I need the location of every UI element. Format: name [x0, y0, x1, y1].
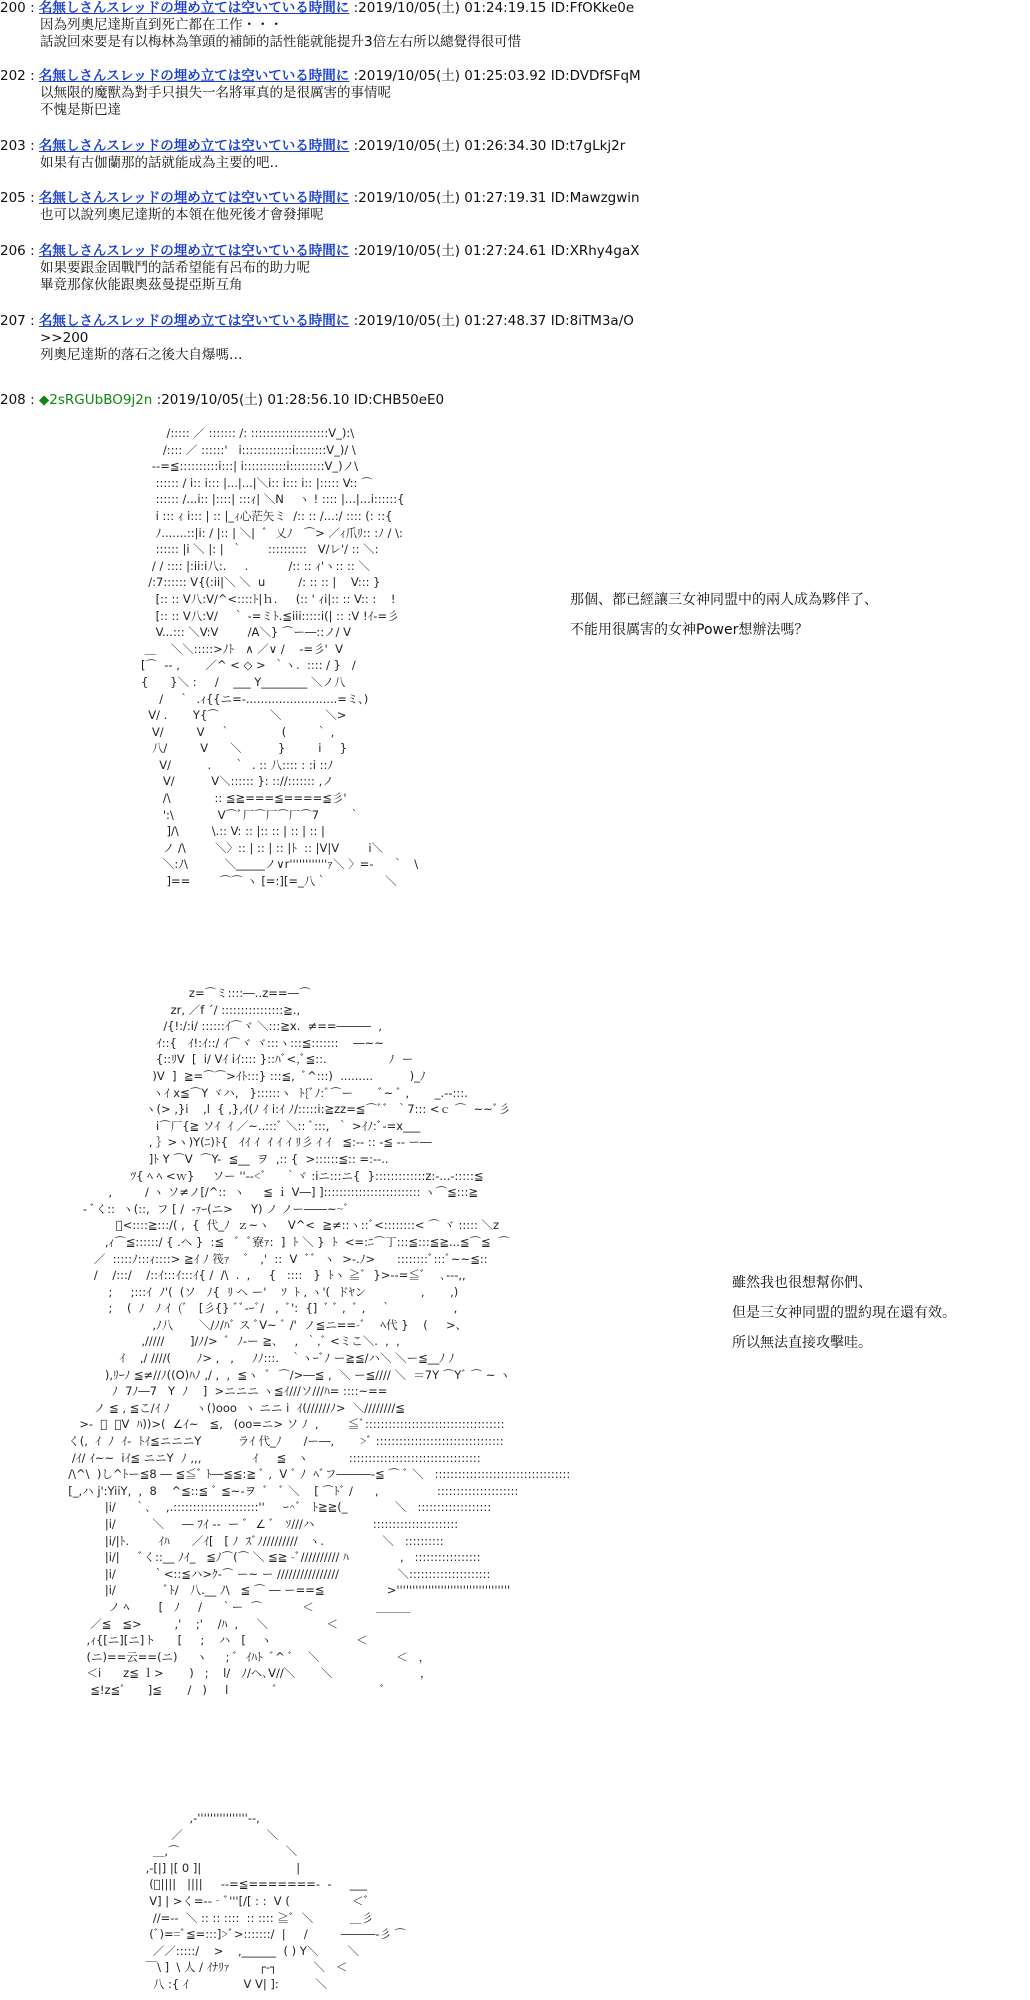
post-id: ID:FfOKke0e — [550, 0, 635, 16]
post-date: 2019/10/05(土) 01:24:19.15 — [358, 0, 547, 16]
post-date: 2019/10/05(土) 01:25:03.92 — [358, 68, 547, 84]
post-date: 2019/10/05(土) 01:26:34.30 — [358, 138, 547, 154]
post-body-line: 畢竟那傢伙能跟奧茲曼提亞斯互角 — [40, 277, 243, 293]
post-number: 203 — [0, 138, 26, 154]
post-number: 205 — [0, 190, 26, 206]
ascii-art-goddess: z=⌒ミ::::―‥z==―⌒ zr, ／f ´/ ::::::::::::::::≧., /{!:/:i/ ::::::ｲ⌒ヾ ＼:::≧x. ≠==――― , ｲ::{ ｲ!:ｲ::/ ｲ⌒ヾ ヾ:::ヽ:::≦::::::: ―~~ {::ﾘV [ i/ Vｲ iｲ:::: }::ﾊﾞ<,ﾞ≦::. ﾉ ー )V ] ≧=⌒⌒>ｲﾄ:::} :::≦, ﾞ^:::) ......... )_ﾉ ヽｲ x≦⌒Y ヾハ, }::::::ヽ ﾄ{ﾞﾉ:ﾞ⌒ー ﾞ~ ﾞ , _.--:::. ヽ(> ,}i ,l { ,},ｲ(ﾉ ｲ i:ｲ ﾉ/:::::i:≧zz=≦⌒ﾞﾞ ｀7::: <ｃ ⌒ ~~ﾞ彡 i⌒厂{≧ ソｲ ｲ ／~..:::ﾞ ＼:: ﾞ:::, ｀ >ｲﾉ:ﾞ-=x___ , ｝>ヽ)Y(ﾆ)ﾄ{ ｲｲ ｲ ｲ ｲ ｲ ﾘ彡 ｲ ｲ ≦:-- :: -≦ -- ー― ]ﾄ Y ⌒V ⌒Y- ≦__ ヲ ,:: { >::::::≦:: =:--.. ﾂ{ ﾍ ﾍ <ｗ} ソー ''--<ﾞ ｀ヾ :iニ:::ニ{ }:::::::::::::z:-...-:::::≦ , / ヽ ソ≠ノ[/^:: ヽ ≦ ｉ V―] ]::::::::::::::::::::::::: ヽ⌒≦:::≧ - ﾞく:: ヽ(::, フ [ / -ｧｰ(ニ> Y) ノ ノー――~~ﾞ ﾞ<::::≧:::/( , { 代_ﾉ ｚ~ヽ V^< ≧≠::ヽ::ﾞ<::::::::< ⌒ ヾ ::::: ＼z ,ｨ⌒≦::::::/ { .へ } :≦ ﾞ ﾞ寮ｧ: ] ﾄ ＼ } ﾄ <=:ﾆ⌒丁:::≦:::≦≧...≦⌒≦ ⌒ ／ :::::ﾉ:::ｨ::::> ≧ｲ ﾉ 筏ｧ ﾞ ,' :: V ﾞﾞ ヽ >-.ﾉ> ::::::::ﾞ:::ﾞ~~≦:: / /:::/ /::ｲ:::ｲ:::ｲ{ / /\ . , { :::: } ﾄヽ ≧ﾞ }>--=≦ﾞ ､---,, ; ;:::ｲ ﾉ'( (ソ ﾉ{ ﾘ ヘ ー' ｿ ﾄ , ヽ'( ドﾔン , ,) ; ( ﾉ ﾉ ｲ (ﾞ [彡{} ﾞﾞ-ｰﾞ/ , ﾞ': {] ﾞ ﾞ , ﾞ , ｀ , ,ﾉ八 ＼/ﾉ/ﾊﾞ ス ﾞV~ ﾞ /' ノ≦ニ==-ﾞ ﾍ代 } ( >、 ,///// ]/ﾉ/> ﾞ ﾉ-ー ≧、 , ｀,ﾞ <ミこ＼. , , ｲ ,/ ////( ﾉ> , , ﾉﾉ:::. ｀ヽｰﾞﾉ ー≧≦/ハ＼ ＼ー≦__ﾉ ﾉ ),ﾘｰﾉ ≦≠//ﾉ((O)ﾊﾉ ,/ , , ≦ヽ ﾞ ⌒/>―≦ , ＼ ー≦//// ＼ ＝7Y ⌒Yﾞ ⌒ ~ ヽ ﾉ 7ﾉ―7 Y ﾉ ] >ニニニ ヽ≦ｲ///ソ///ﾊ= ::::~== ノ ≦ , ≦こ/ｲ ﾉ ヽ()ooo ヽ ニニ i ｲ(//////ﾉ> ＼////////≦ >- ﾞ ⌒V ﾊ))>( ∠ｲ~ ≦, (oo=ニ> ソ ﾉ , ≦ﾞ:::::::::::::::::::::::::::::::::::: く(, ｲ ﾉ ｲ- ﾄｲ≦ニニニY ラｲ 代_ﾉ /ー―, >ﾞ ::::::::::::::::::::::::::::::::: /ｲ/ ｲ~~ iｲ≦ ニニY ﾉ ,,, ｲ ≦ ヽ :::::::::::::::::::::::::::::::::: /\^\ )し^ﾄー≦8 ― ≦≦ﾞ ﾄ―≦≦:≧ ﾞ , V ﾞ ﾉ ﾍﾞフ―――-≦ ⌒ ﾞ ＼ ::::::::::::::::::::::::::::::::::: [_,ハ j':YiiY, , 8 ^≦::≦ ﾞ ≦~-ヲ ﾞ ﾞ ＼ [ ⌒ﾄﾞ / , ::::::::::::::::::::: |i/ ｀､ ,.::::::::::::::::::::::'' ｰ^ﾞ ﾄ≧≧(_ ＼ ::::::::::::::::::: |i/ ＼ ― ﾌｲ -- ー ﾞ ∠ ﾞ ｿ///ハ :::::::::::::::::::::: |i/|ﾄ. ｲﾊ ／ｲ[ [ ﾉ ｽﾞﾉ///////// ヽ. ＼ :::::::::: |i/| ﾞく::__ ﾉｲ_ ≦ﾉ⌒(⌒ ＼ ≦≧ -ﾞ////////// ﾊ , ::::::::::::::::: |i/ ｀<::≦ハ>ｸ-⌒ ー~ ー //////////////// ＼::::::::::::::::::::: |i/ ﾞﾄ/ 八.__ ﾉ\ ≦ ⌒ ― ー==≦ >'''''''''''''''''''''''''''''''''''' ノ ﾍ [ ﾉ / ｀ー ⌒ ＜ ＿＿＿ ／≦ ≦> ,' ;' /ﾊ , ＼ ＜ ,ｨ{[ニ][ニ]ト [ ; ハ [ ヽ ＜ (ニ)==云==(ニ) ヽ ; ﾞ ｲﾊﾄ ﾞ^ ﾞ ＼ ＜ ， ＜i z≦ ｌ> ) ; l/ ﾉ/へ､V//＼ ＼ ， ≦!z≦ﾞ ]≦ / ) l ﾞ ﾞ — [68, 986, 571, 1697]
post-date: 2019/10/05(土) 01:27:48.37 — [358, 313, 547, 329]
post-body-line: 話說回來要是有以梅林為筆頭的補師的話性能就能提升3倍左右所以總覺得很可惜 — [40, 34, 522, 50]
poster-name-link[interactable]: 名無しさんスレッドの埋め立ては空いている時間に — [38, 243, 350, 259]
ascii-art-figure: ,-''''''''''''''''--, ／ ＼ ＿,⌒ ＼ ,‐[|] |[ 0 ]| | (ﾞ|||| |||| --=≦=======- - ___ V] | >く=--‐ﾞ'''[/[ : : V ( ＜ﾞ //=-- ＼ :: :: :::: :: :::: ≧ﾞ ＼ ＿彡 (ﾞ)==ﾞ≦=:::]>ﾞ>:::::::/ | / ―――-彡 ⌒ ／／:::::/ > ,______ ( ) Y＼ ＼ ￣\ ] \ 人 / ｲﾅﾘｧ ┌-┐ ＼ ＜ 八 :{ ｲ V V| ]: ＼ — [145, 1811, 406, 1991]
post-body-line: 如果要跟金固戰鬥的話希望能有呂布的助力呢 — [40, 260, 310, 276]
post-body-line[interactable]: >>200 — [40, 330, 89, 346]
post-date: 2019/10/05(土) 01:27:19.31 — [358, 190, 547, 206]
post-200: 200 : 名無しさんスレッドの埋め立ては空いている時間に :2019/10/05(土) 01:24:19.15 ID:FfOKke0e 因為列奧尼達斯直到死亡都在工作・・・ 話說回來要是有以梅林為筆頭的補師的話性能就能提升3倍左右所以總覺得很可惜 — [0, 0, 1030, 51]
post-207: 207 : 名無しさんスレッドの埋め立ては空いている時間に :2019/10/05(土) 01:27:48.37 ID:8iTM3a/O >>200 列奧尼達斯的落石之後大自爆嗎… — [0, 313, 1030, 364]
post-number: 202 — [0, 68, 26, 84]
post-number: 207 — [0, 313, 26, 329]
post-number: 208 — [0, 392, 26, 408]
post-id: ID:CHB50eE0 — [353, 392, 445, 408]
dialog-text-1: 那個、都已經讓三女神同盟中的兩人成為夥伴了、 不能用很厲害的女神Power想辦法嗎？ — [570, 592, 878, 638]
poster-name-link[interactable]: 名無しさんスレッドの埋め立ては空いている時間に — [38, 68, 350, 84]
post-body-line: 如果有古伽蘭那的話就能成為主要的吧‥ — [40, 155, 279, 171]
post-205: 205 : 名無しさんスレッドの埋め立ては空いている時間に :2019/10/05(土) 01:27:19.31 ID:Mawzgwin 也可以說列奧尼達斯的本領在他死後才會發揮呢 — [0, 190, 1030, 224]
post-body-line: 因為列奧尼達斯直到死亡都在工作・・・ — [40, 17, 283, 33]
post-id: ID:Mawzgwin — [550, 190, 640, 206]
poster-tripcode[interactable]: ◆2sRGUbBO9j2n — [38, 392, 153, 408]
poster-name-link[interactable]: 名無しさんスレッドの埋め立ては空いている時間に — [38, 0, 350, 16]
post-body-line: 以無限的魔獸為對手只損失一名將軍真的是很厲害的事情呢 — [40, 85, 391, 101]
post-id: ID:8iTM3a/O — [550, 313, 634, 329]
ascii-art-character: /::::: ／ ::::::: /: ::::::::::::::::::::V_):\ /:::: ／ ::::::' i:::::::::::::i::::::::V_)/ \ --=≦::::::::::i:::| i:::::::::::i:::::::::V_)ノ\ :::::: / i:: i::: |...|...|＼i:: i::: i:: |::::: V:: ⌒ :::::: /...i:: |::::| :::ｨ| ＼N ヽ ! :::: |...|...i::::::{ i ::: ｨ i::: | :: |_ｨ心茫矢ミ /:: :: /...:/ :::: (: ::{ ﾉ.......::|i: / |:: | ＼| ﾞ 乂ﾉ ⌒> ／ｨ爪ﾘ:: :ﾉ / \: :::::: |i ＼ |: | ｀ :::::::::: V/レ'/ :: ＼: / / :::: |:ii:i八:. . /:: :: ｨ'ヽ:: :: ＼ /:7:::::: V{(:ii|＼ ＼ u /: :: :: | V::: } [:: :: V八:V/^<::::ﾄ|ｈ. (:: ' ｨi|:: :: V:: : ! [:: :: V八:V/ ｀ -=ミﾄ.≦iii:::::i(| :: :V !ｲ-=彡 V...::: ＼V:V /A＼} ⌒ー―::ノ/ V ＿ ＼＼:::::>ﾉﾄ ∧ ／∨ / -=彡' V [⌒ -- , ／^ < ◇ > ｀ヽ. :::: / } / { }＼ : / ___ Y________ ＼ノ八 / ｀ .ｨ{{ニ=-.........................=ミ、) V/ . Y{⌒ ＼ ＼> V/ V ｀ ( ｀ , 八/ V ＼ } i } V/ . ｀ . :: 八:::: : :i ::ﾉ V/ V＼:::::: }: :://::::::: ,ノ /\ :: ≦≧===≦====≦彡' ':\ V⌒ﾞ厂⌒厂⌒厂⌒7 ｀ ]/\ \.:: V: :: |:: :: | :: | :: | ノ /\ ＼〉:: | :: | :: |ﾄ :: |V|V i＼ ＼:ﾉ\ ＼_____ノ∨r''''''''''''ｧ＼ 〉=- ｀ \ ]== ⌒⌒ ヽ [=:][=_八｀ ＼ — [140, 426, 419, 889]
post-date: 2019/10/05(土) 01:27:24.61 — [358, 243, 547, 259]
post-id: ID:t7gLkj2r — [550, 138, 626, 154]
post-body-line: 列奧尼達斯的落石之後大自爆嗎… — [40, 347, 243, 363]
post-body-line: 不愧是斯巴達 — [40, 102, 121, 118]
post-number: 206 — [0, 243, 26, 259]
poster-name-link[interactable]: 名無しさんスレッドの埋め立ては空いている時間に — [38, 138, 350, 154]
post-208: 208 : ◆2sRGUbBO9j2n :2019/10/05(土) 01:28:56.10 ID:CHB50eE0 — [0, 392, 445, 408]
post-id: ID:DVDfSFqM — [550, 68, 641, 84]
poster-name-link[interactable]: 名無しさんスレッドの埋め立ては空いている時間に — [38, 313, 350, 329]
post-203: 203 : 名無しさんスレッドの埋め立ては空いている時間に :2019/10/05(土) 01:26:34.30 ID:t7gLkj2r 如果有古伽蘭那的話就能成為主要的吧‥ — [0, 138, 1030, 172]
post-id: ID:XRhy4gaX — [550, 243, 640, 259]
post-body-line: 也可以說列奧尼達斯的本領在他死後才會發揮呢 — [40, 207, 324, 223]
post-202: 202 : 名無しさんスレッドの埋め立ては空いている時間に :2019/10/05(土) 01:25:03.92 ID:DVDfSFqM 以無限的魔獸為對手只損失一名將軍真的是很厲害的事情呢 不愧是斯巴達 — [0, 68, 1030, 119]
post-206: 206 : 名無しさんスレッドの埋め立ては空いている時間に :2019/10/05(土) 01:27:24.61 ID:XRhy4gaX 如果要跟金固戰鬥的話希望能有呂布的助力呢 畢竟那傢伙能跟奧茲曼提亞斯互角 — [0, 243, 1030, 294]
dialog-text-2: 雖然我也很想幫你們、 但是三女神同盟的盟約現在還有效。 所以無法直接攻擊哇。 — [732, 1275, 956, 1351]
poster-name-link[interactable]: 名無しさんスレッドの埋め立ては空いている時間に — [38, 190, 350, 206]
post-number: 200 — [0, 0, 26, 16]
post-date: 2019/10/05(土) 01:28:56.10 — [161, 392, 350, 408]
